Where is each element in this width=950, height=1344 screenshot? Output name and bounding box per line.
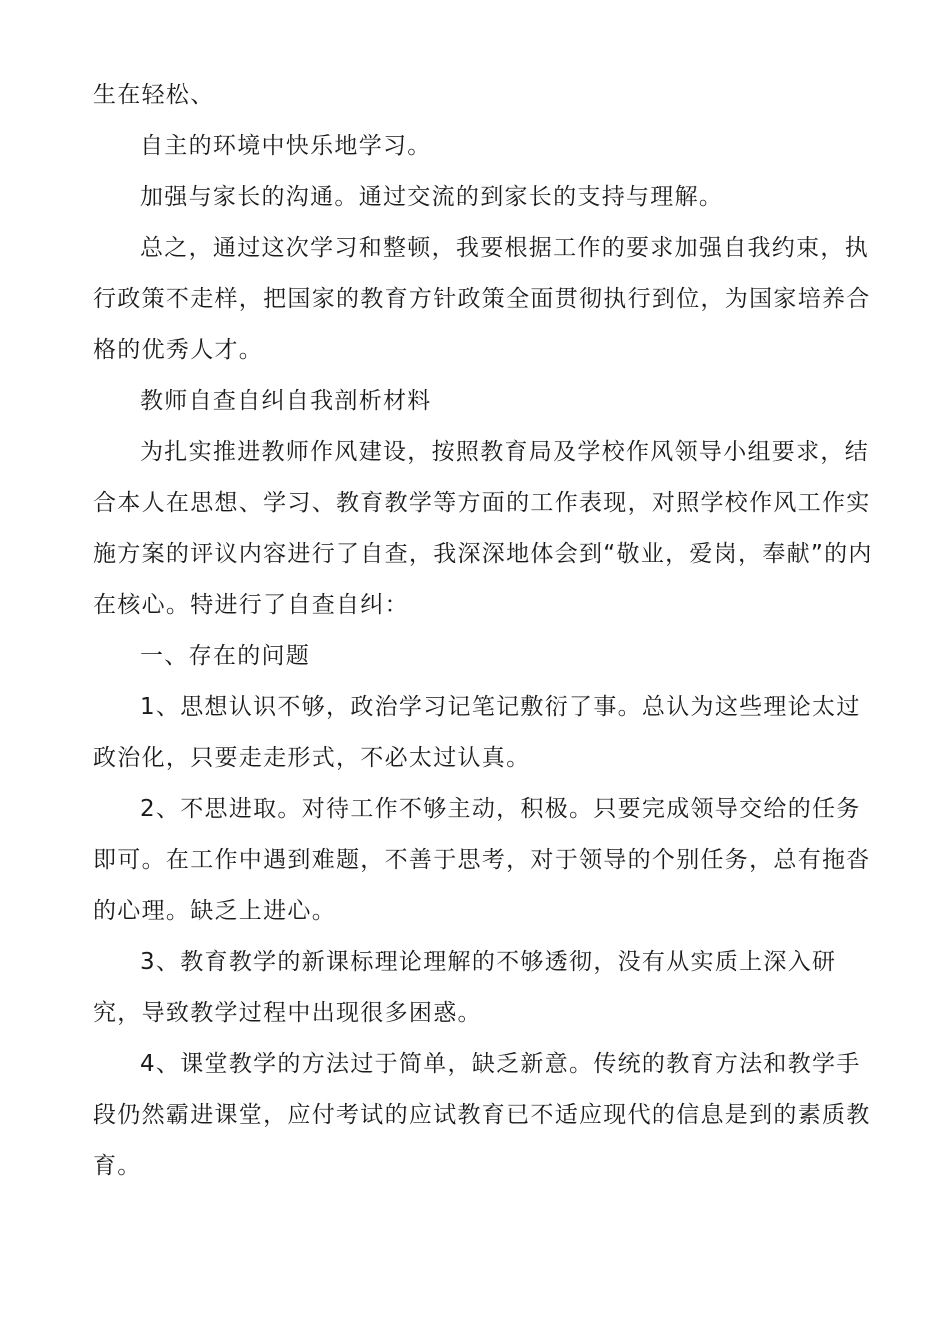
text-line-11: 在核心。特进行了自查自纠： [93, 592, 409, 618]
text-line-18: 3、教育教学的新课标理论理解的不够透彻，没有从实质上深入研 [140, 949, 837, 975]
text-line-13: 1、思想认识不够，政治学习记笔记敷衍了事。总认为这些理论太过 [140, 694, 861, 720]
text-line-17: 的心理。缺乏上进心。 [93, 898, 336, 924]
text-line-20: 4、课堂教学的方法过于简单，缺乏新意。传统的教育方法和教学手 [140, 1051, 861, 1077]
section-title: 教师自查自纠自我剖析材料 [140, 388, 432, 414]
text-line-5: 行政策不走样，把国家的教育方针政策全面贯彻执行到位，为国家培养合 [93, 286, 871, 312]
text-line-22: 育。 [93, 1153, 142, 1179]
subheading: 一、存在的问题 [140, 643, 311, 669]
text-line-8: 为扎实推进教师作风建设，按照教育局及学校作风领导小组要求，结 [140, 439, 869, 465]
text-line-21: 段仍然霸进课堂，应付考试的应试教育已不适应现代的信息是到的素质教 [93, 1102, 871, 1128]
text-line-10: 施方案的评议内容进行了自查，我深深地体会到“敬业，爱岗，奉献”的内 [93, 541, 873, 567]
text-line-1: 生在轻松、 [93, 82, 215, 108]
text-line-9: 合本人在思想、学习、教育教学等方面的工作表现，对照学校作风工作实 [93, 490, 871, 516]
text-line-14: 政治化，只要走走形式，不必太过认真。 [93, 745, 531, 771]
text-line-15: 2、不思进取。对待工作不够主动，积极。只要完成领导交给的任务 [140, 796, 861, 822]
text-line-16: 即可。在工作中遇到难题，不善于思考，对于领导的个别任务，总有拖沓 [93, 847, 871, 873]
text-line-6: 格的优秀人才。 [93, 337, 264, 363]
text-line-19: 究，导致教学过程中出现很多困惑。 [93, 1000, 482, 1026]
text-line-2: 自主的环境中快乐地学习。 [140, 133, 432, 159]
text-line-4: 总之，通过这次学习和整顿，我要根据工作的要求加强自我约束，执 [140, 235, 869, 261]
text-line-3: 加强与家长的沟通。通过交流的到家长的支持与理解。 [140, 184, 724, 210]
